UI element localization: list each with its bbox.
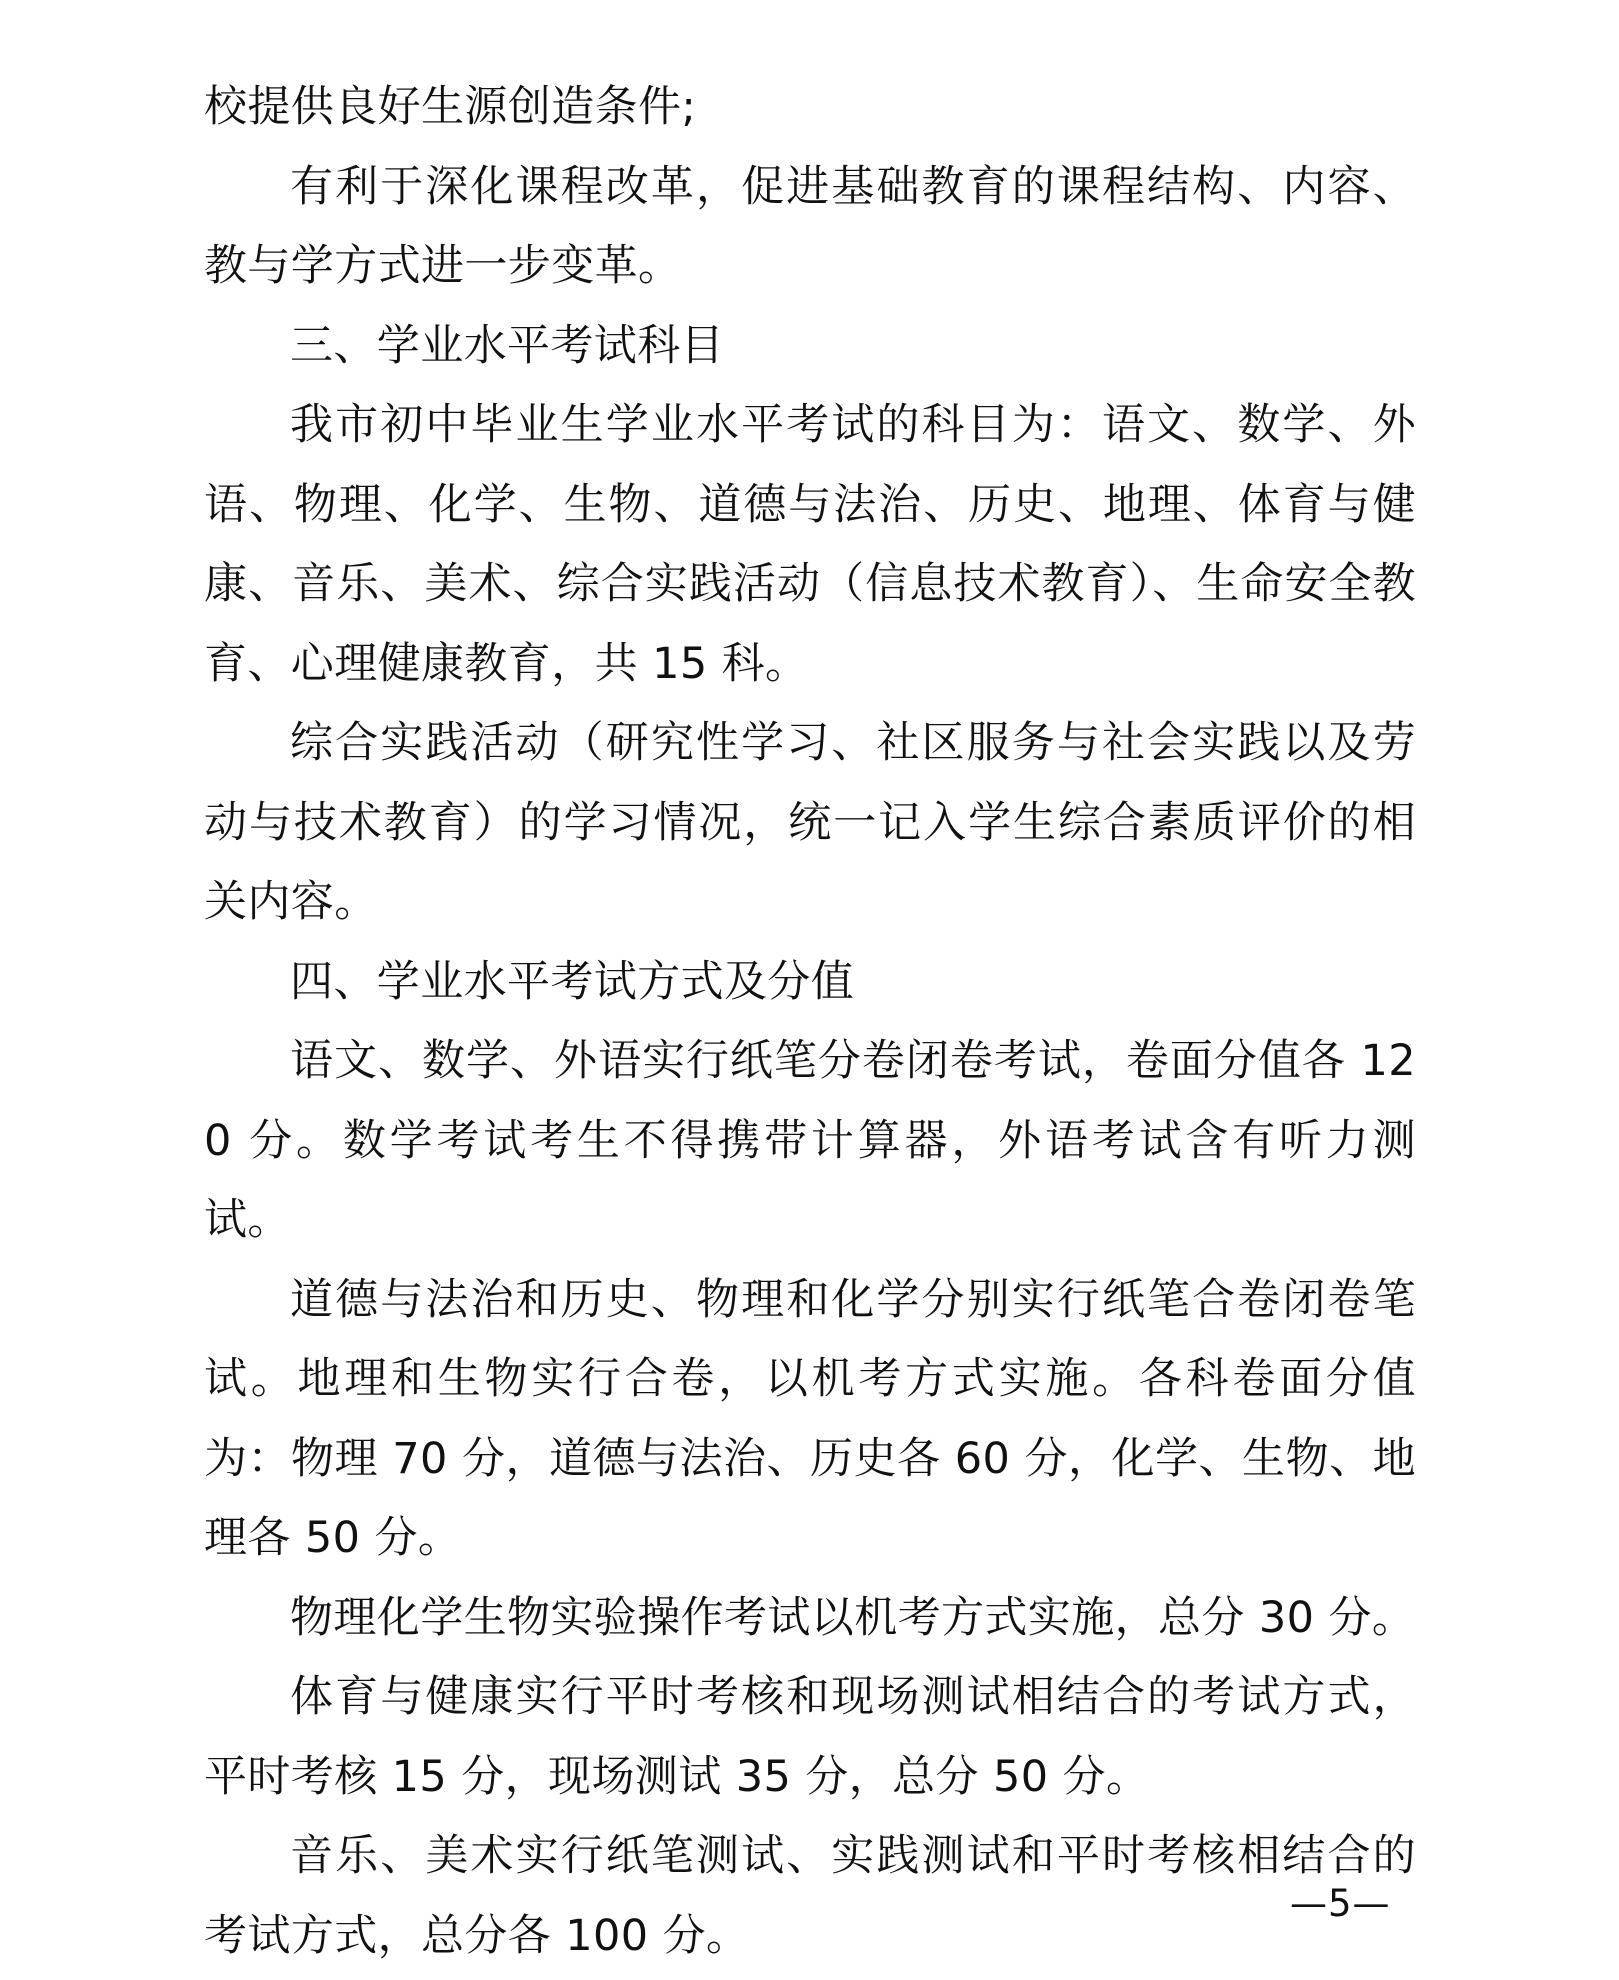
paragraph-curriculum-reform: 有利于深化课程改革，促进基础教育的课程结构、内容、教与学方式进一步变革。 [204, 161, 1416, 291]
paragraph-chinese-math-english: 语文、数学、外语实行纸笔分卷闭卷考试，卷面分值各 120 分。数学考试考生不得携带计算器，外语考试含有听力测试。 [204, 1036, 1416, 1245]
paragraph-physical-education: 体育与健康实行平时考核和现场测试相结合的考试方式，平时考核 15 分，现场测试 35 分，总分 50 分。 [204, 1672, 1416, 1802]
paragraph-comprehensive-practice: 综合实践活动（研究性学习、社区服务与社会实践以及劳动与技术教育）的学习情况，统一记入学生综合素质评价的相关内容。 [204, 718, 1416, 927]
paragraph-combined-papers: 道德与法治和历史、物理和化学分别实行纸笔合卷闭卷笔试。地理和生物实行合卷，以机考方式实施。各科卷面分值为：物理 70 分，道德与法治、历史各 60 分，化学、生物、地理各 50 分。 [204, 1274, 1416, 1563]
paragraph-lab-exam: 物理化学生物实验操作考试以机考方式实施，总分 30 分。 [290, 1592, 1416, 1643]
paragraph-music-art: 音乐、美术实行纸笔测试、实践测试和平时考核相结合的考试方式，总分各 100 分。 [204, 1831, 1416, 1961]
paragraph-continuation: 校提供良好生源创造条件; [204, 82, 697, 132]
paragraph-subject-list: 我市初中毕业生学业水平考试的科目为：语文、数学、外语、物理、化学、生物、道德与法治、历史、地理、体育与健康、音乐、美术、综合实践活动（信息技术教育）、生命安全教育、心理健康教育，共 15 科。 [204, 400, 1416, 689]
page-number: —5— [1290, 1882, 1391, 1925]
document-body [204, 68, 1416, 1976]
section-heading-exam-methods: 四、学业水平考试方式及分值 [290, 956, 855, 1007]
section-heading-exam-subjects: 三、学业水平考试科目 [290, 320, 724, 371]
